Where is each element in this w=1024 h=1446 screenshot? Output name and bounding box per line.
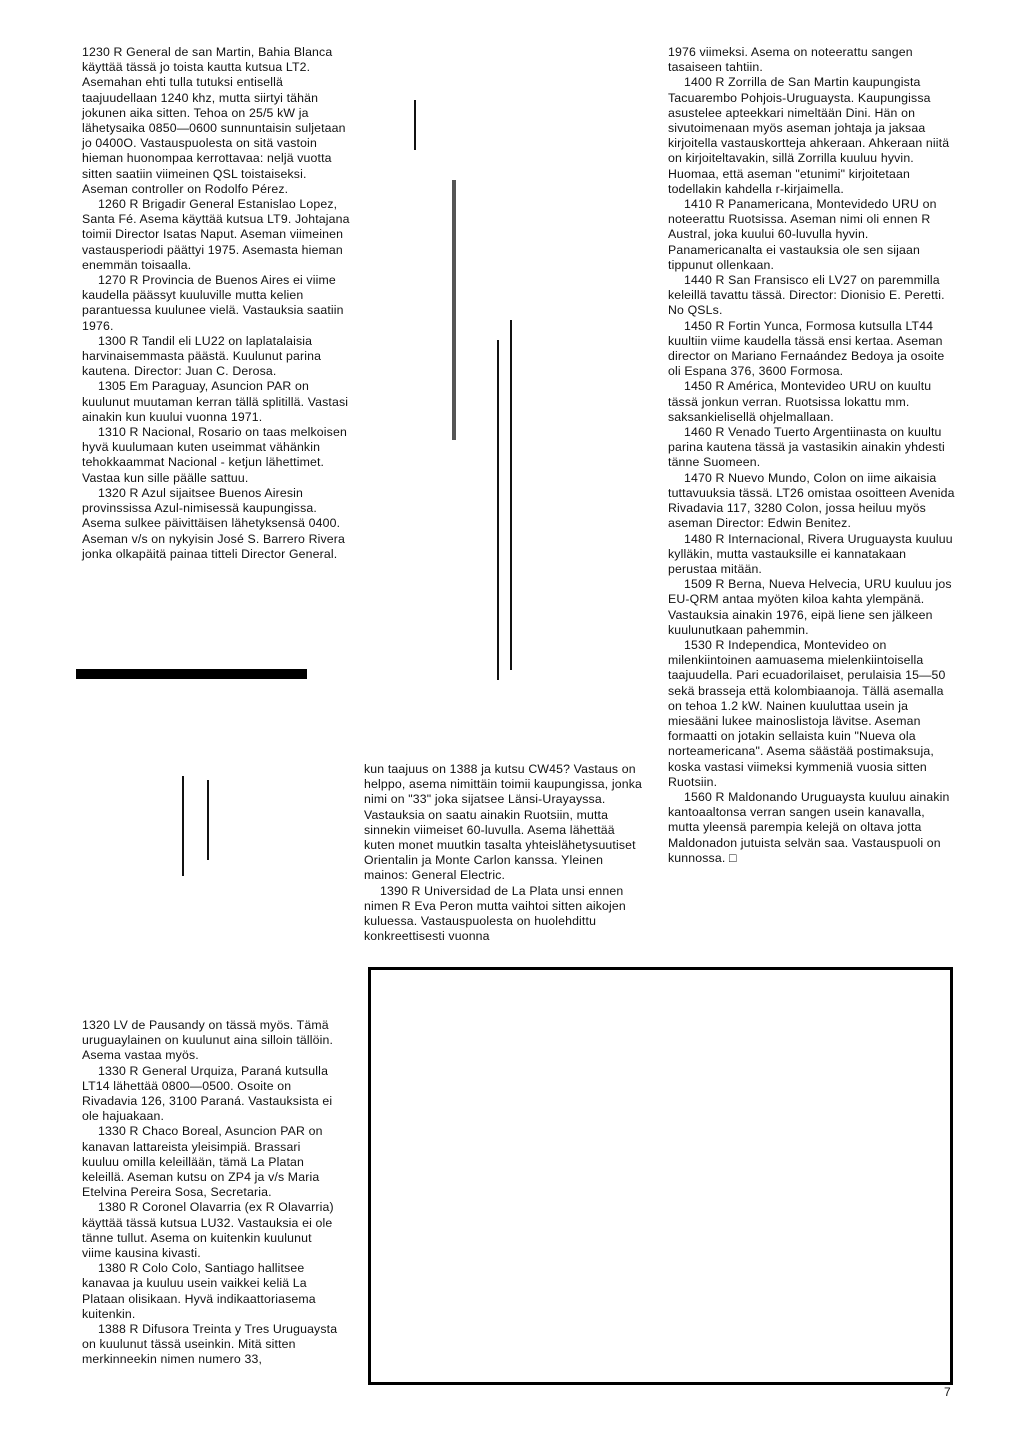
paragraph: 1230 R General de san Martin, Bahia Blanca käyttää tässä jo toista kautta kutsua LT2. Asemahan ehti tulla tutuksi entisellä taajuudellaan 1240 khz, mutta siirtyi tähän jokunen aika sitten. Tehoa on 25/5 kW ja lähetysaika 0850—0600 sunnuntaisin suljetaan jo 0400O. Vastauspuolesta on sitä vastoin hieman huonompaa kerrottavaa: neljä vuotta sitten saatiin viimeinen QSL toistaiseksi. Aseman controller on Rodolfo Pérez. [82, 45, 346, 196]
print-mark [497, 340, 499, 680]
article-column-bottom-left [82, 1018, 340, 1368]
paragraph: 1380 R Coronel Olavarria (ex R Olavarria) käyttää tässä kutsua LU32. Vastauksia ei ole tänne tullut. Asema on kuitenkin kuulunut viime kausina kivasti. [82, 1200, 334, 1261]
paragraph: 1270 R Provincia de Buenos Aires ei viime kaudella päässyt kuuluville mutta kelien parantuessa kuulunee vielä. Vastauksia saatiin 1976. [82, 273, 344, 333]
empty-frame-box [368, 967, 953, 1385]
paragraph: 1305 Em Paraguay, Asuncion PAR on kuulunut muutaman kerran tällä splitillä. Vastasi ainakin kun kuului vuonna 1971. [82, 379, 349, 424]
print-mark [452, 180, 456, 440]
paragraph: 1460 R Venado Tuerto Argentiinasta on kuultu parina kautena tässä ja vastasikin ainakin yhdesti tänne Suomeen. [668, 425, 945, 470]
paragraph: kun taajuus on 1388 ja kutsu CW45? Vastaus on helppo, asema nimittäin toimii kaupungissa, jonka nimi on "33" joka sijatsee Länsi-Urayayssa. Vastauksia on saatu ainakin Ruotsiin, mutta sinnekin viimeiset 60-luvulla. Asema lähettää kuten monet muutkin tasalta yhteislähetysuutiset Orientalin ja Monte Carlon kanssa. Yleinen mainos: General Electric. [364, 762, 643, 883]
paragraph: 1470 R Nuevo Mundo, Colon on iime aikaisia tuttavuuksia tässä. LT26 omistaa osoitteen Avenida Rivadavia 117, 3280 Colon, jossa heiluu myös aseman Director: Edwin Benitez. [668, 470, 955, 531]
paragraph: 1260 R Brigadir General Estanislao Lopez, Santa Fé. Asema käyttää kutsua LT9. Johtajana toimii Director Isatas Naput. Aseman viimeinen vastausperiodi päättyi 1975. Asemasta hieman enemmän toisaalla. [82, 197, 350, 272]
print-mark [207, 780, 209, 860]
paragraph: 1509 R Berna, Nueva Helvecia, URU kuuluu jos EU-QRM antaa myöten kiloa kahta ylempänä. Vastauksia ainakin 1976, eipä liene sen jälkeen kuulunutkaan pahemmin. [668, 577, 952, 637]
paragraph: 1450 R América, Montevideo URU on kuultu tässä jonkun verran. Ruotsissa lokattu mm. saksankielisellä ohjelmallaan. [668, 379, 932, 424]
paragraph: 1388 R Difusora Treinta y Tres Uruguaysta on kuulunut tässä useinkin. Mitä sitten merkinneekin nimen numero 33, [82, 1322, 338, 1367]
print-mark [414, 100, 416, 150]
paragraph: 1310 R Nacional, Rosario on taas melkoisen hyvä kuulumaan kuten useimmat vähänkin tehokkaammat Nacional - ketjun lähettimet. Vastaa kun sille päälle sattuu. [82, 425, 347, 485]
paragraph: 1440 R San Fransisco eli LV27 on paremmilla keleillä tavattu tässä. Director: Dionisio E. Peretti. No QSLs. [668, 273, 945, 318]
paragraph: 1560 R Maldonando Uruguaysta kuuluu ainakin kantoaaltonsa verran sangen usein kanavalla, mutta yleensä parempia kelejä on oltava jotta Maldonadon jutuista selvän saa. Vastauspuoli on kunnossa. □ [668, 789, 950, 865]
paragraph: 1450 R Fortin Yunca, Formosa kutsulla LT44 kuultiin viime kaudella tässä ensi kertaa. Aseman director on Mariano Fernaández Bedoya ja osoite oli Espana 376, 3600 Formosa. [668, 318, 945, 379]
empty-frame-inner [371, 970, 950, 1382]
page-number: 7 [944, 1385, 951, 1399]
black-bar [76, 669, 307, 679]
article-column-middle [364, 762, 647, 944]
article-column-left [82, 45, 352, 562]
print-mark [510, 320, 512, 670]
paragraph: 1530 R Independica, Montevideo on milenkiintoinen aamuasema mielenkiintoisella taajuudella. Pari ecuadorilaiset, perulaisia 15—50 sekä brasseja että kolombiaanoja. Tällä asemalla on tehoa 1.2 kW. Nainen kuuluttaa usein ja miesääni lukee mainoslistoja lävitse. Aseman formaatti on jotakin sellaista kuin "Nueva ola norteamericana". Asema säästää postimaksuja, koska vastasi viimeksi kymmeniä vuosia sitten Ruotsiin. [668, 637, 946, 789]
print-mark [182, 776, 184, 876]
paragraph: 1410 R Panamericana, Montevidedo URU on noteerattu Ruotsissa. Aseman nimi oli ennen R Austral, joka kuului 60-luvulla hyvin. Panamericanalta ei vastauksia ole sen sijaan tippunut ollenkaan. [668, 197, 937, 272]
paragraph: 1390 R Universidad de La Plata unsi ennen nimen R Eva Peron mutta vaihtoi sitten aikojen kuluessa. Vastauspuolesta on huolehdittu konkreettisesti vuonna [364, 883, 626, 944]
paragraph: 1380 R Colo Colo, Santiago hallitsee kanavaa ja kuuluu usein vaikkei keliä La Plataan olisikaan. Hyvä indikaattoriasema kuitenkin. [82, 1261, 316, 1321]
paragraph: 1330 R Chaco Boreal, Asuncion PAR on kanavan lattareista yleisimpiä. Brassari kuuluu omilla keleillään, tämä La Platan keleillä. Aseman kutsu on ZP4 ja v/s Maria Etelvina Pereira Sosa, Secretaria. [82, 1124, 323, 1200]
paragraph: 1320 LV de Pausandy on tässä myös. Tämä uruguaylainen on kuulunut aina silloin tällöin. Asema vastaa myös. [82, 1018, 334, 1063]
paragraph: 1300 R Tandil eli LU22 on laplatalaisia harvinaisemmasta päästä. Kuulunut parina kautena. Director: Juan C. Derosa. [82, 333, 322, 379]
paragraph: 1976 viimeksi. Asema on noteerattu sangen tasaiseen tahtiin. [668, 45, 913, 75]
paragraph: 1330 R General Urquiza, Paraná kutsulla LT14 lähettää 0800—0500. Osoite on Rivadavia 126, 3100 Paraná. Vastauksista ei ole hajuakaan. [82, 1063, 333, 1124]
paragraph: 1480 R Internacional, Rivera Uruguaysta kuuluu kylläkin, mutta vastauksille ei kannatakaan perustaa mitään. [668, 531, 953, 576]
paragraph: 1400 R Zorrilla de San Martin kaupungista Tacuarembo Pohjois-Uruguaysta. Kaupungissa asustelee apteekkari nimeltään Dini. Hän on sivutoimenaan myös aseman johtaja ja jaksaa kirjoitella vastauskortteja ahkeraan. Ahkeraan niitä on kirjoiteltavakin, sillä Zorrilla kuuluu hyvin. Huomaa, että aseman "etunimi" kirjoitetaan todellakin kahdella r-kirjaimella. [668, 75, 950, 196]
article-column-right [668, 45, 957, 866]
paragraph: 1320 R Azul sijaitsee Buenos Airesin provinssissa Azul-nimisessä kaupungissa. Asema sulkee päivittäisen lähetyksensä 0400. Aseman v/s on nykyisin José S. Barrero Rivera jonka olkapäitä painaa titteli Director General. [82, 485, 346, 561]
